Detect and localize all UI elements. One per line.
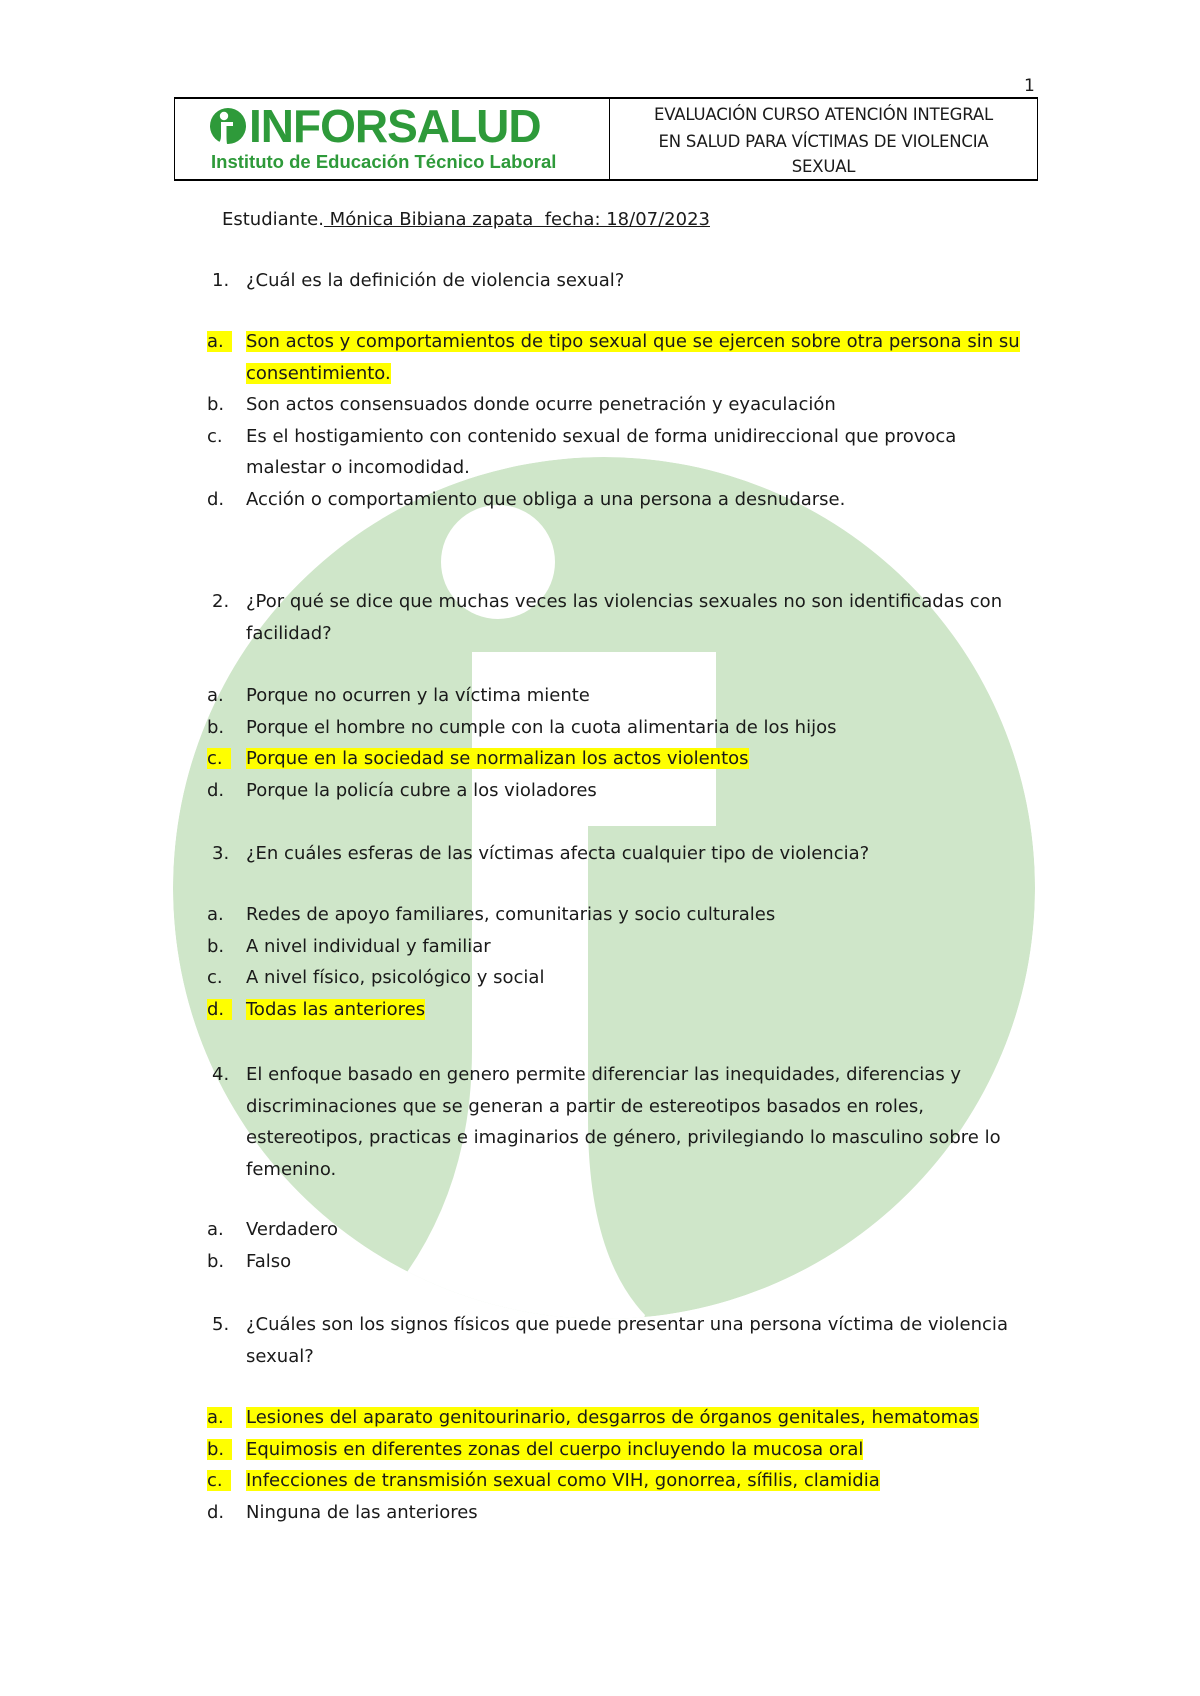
question-number: 1.	[212, 270, 230, 291]
document-title	[610, 99, 1037, 179]
option-text: Infecciones de transmisión sexual como VIH, gonorrea, sífilis, clamidia	[246, 1470, 880, 1491]
option-text: A nivel físico, psicológico y social	[246, 967, 545, 988]
option-1d: d. Acción o comportamiento que obliga a una persona a desnudarse.	[207, 484, 1027, 516]
option-text: Equimosis en diferentes zonas del cuerpo incluyendo la mucosa oral	[246, 1438, 864, 1460]
inforsalud-i-icon	[209, 103, 247, 149]
option-1c: c. Es el hostigamiento con contenido sexual de forma unidireccional que provoca malestar o incomodidad.	[207, 421, 1027, 484]
option-5d: d. Ninguna de las anteriores	[207, 1497, 1027, 1529]
option-text: Acción o comportamiento que obliga a una persona a desnudarse.	[246, 488, 846, 510]
options-q4	[207, 1214, 1027, 1277]
option-3a: a. Redes de apoyo familiares, comunitarias y socio culturales	[207, 899, 1027, 931]
question-5	[212, 1309, 1012, 1372]
student-line	[222, 204, 710, 236]
option-2d: d. Porque la policía cubre a los violadores	[207, 775, 1027, 807]
option-3c: c. A nivel físico, psicológico y social	[207, 962, 1027, 994]
options-q3	[207, 899, 1027, 1025]
question-2	[212, 586, 1012, 649]
logo-subtitle: Instituto de Educación Técnico Laboral	[211, 151, 557, 172]
option-text: Porque el hombre no cumple con la cuota alimentaria de los hijos	[246, 716, 837, 738]
options-q2	[207, 680, 1027, 806]
options-q1	[207, 326, 1027, 515]
option-text: Falso	[246, 1250, 292, 1272]
title-line-2: EN SALUD PARA VÍCTIMAS DE VIOLENCIA	[658, 132, 989, 151]
option-text: Ninguna de las anteriores	[246, 1501, 478, 1523]
question-number: 4.	[212, 1064, 230, 1085]
question-3	[212, 838, 1012, 870]
question-1	[212, 265, 1012, 297]
question-text: ¿En cuáles esferas de las víctimas afecta cualquier tipo de violencia?	[246, 843, 870, 864]
question-number: 5.	[212, 1314, 230, 1335]
logo	[209, 101, 556, 173]
question-text: ¿Cuáles son los signos físicos que puede presentar una persona víctima de violencia sexual?	[246, 1314, 1008, 1367]
option-5b: b. Equimosis en diferentes zonas del cuerpo incluyendo la mucosa oral	[207, 1438, 864, 1460]
option-2b: b. Porque el hombre no cumple con la cuota alimentaria de los hijos	[207, 712, 1027, 744]
option-text: Porque no ocurren y la víctima miente	[246, 685, 590, 706]
option-1b: b. Son actos consensuados donde ocurre penetración y eyaculación	[207, 389, 1027, 421]
option-text: Porque en la sociedad se normalizan los actos violentos	[246, 748, 749, 769]
option-3d: d. Todas las anteriores	[207, 998, 426, 1020]
option-text: Verdadero	[246, 1219, 339, 1240]
student-value: Mónica Bibiana zapata fecha: 18/07/2023	[323, 209, 710, 230]
student-label: Estudiante.	[222, 209, 324, 230]
option-text: Son actos consensuados donde ocurre penetración y eyaculación	[246, 394, 836, 415]
question-text: ¿Por qué se dice que muchas veces las violencias sexuales no son identificadas con facilidad?	[246, 591, 1003, 644]
option-text: Redes de apoyo familiares, comunitarias y socio culturales	[246, 904, 776, 925]
title-line-3: SEXUAL	[791, 157, 856, 176]
option-text: Todas las anteriores	[246, 998, 426, 1020]
page-number: 1	[1024, 76, 1035, 96]
option-5a: a. Lesiones del aparato genitourinario, desgarros de órganos genitales, hematomas	[207, 1407, 979, 1428]
question-number: 3.	[212, 843, 230, 864]
question-text: ¿Cuál es la definición de violencia sexual?	[246, 270, 625, 291]
option-4b: b. Falso	[207, 1246, 1027, 1278]
question-4	[212, 1059, 1012, 1185]
option-4a: a. Verdadero	[207, 1214, 1027, 1246]
option-2a: a. Porque no ocurren y la víctima miente	[207, 680, 1027, 712]
option-text: A nivel individual y familiar	[246, 935, 491, 957]
option-text: Porque la policía cubre a los violadores	[246, 779, 597, 801]
header-logo-cell	[175, 99, 610, 179]
option-5c: c. Infecciones de transmisión sexual como VIH, gonorrea, sífilis, clamidia	[207, 1470, 880, 1491]
title-line-1: EVALUACIÓN CURSO ATENCIÓN INTEGRAL	[654, 105, 993, 124]
option-3b: b. A nivel individual y familiar	[207, 931, 1027, 963]
header-table	[174, 97, 1038, 181]
option-text: Lesiones del aparato genitourinario, desgarros de órganos genitales, hematomas	[246, 1407, 979, 1428]
options-q5	[207, 1402, 1027, 1528]
option-1a: a. Son actos y comportamientos de tipo sexual que se ejercen sobre otra persona sin su consentimiento.	[207, 331, 1020, 384]
question-number: 2.	[212, 591, 230, 612]
option-2c: c. Porque en la sociedad se normalizan los actos violentos	[207, 748, 749, 769]
logo-name: INFORSALUD	[249, 100, 541, 152]
option-text: Es el hostigamiento con contenido sexual de forma unidireccional que provoca malestar o incomodidad.	[246, 425, 957, 478]
question-text: El enfoque basado en genero permite diferenciar las inequidades, diferencias y discriminaciones que se generan a partir de estereotipos basados en roles, estereotipos, practicas e imaginarios de género, privilegiando lo masculino sobre lo femenino.	[246, 1064, 1001, 1180]
option-text: Son actos y comportamientos de tipo sexual que se ejercen sobre otra persona sin su consentimiento.	[246, 331, 1020, 384]
